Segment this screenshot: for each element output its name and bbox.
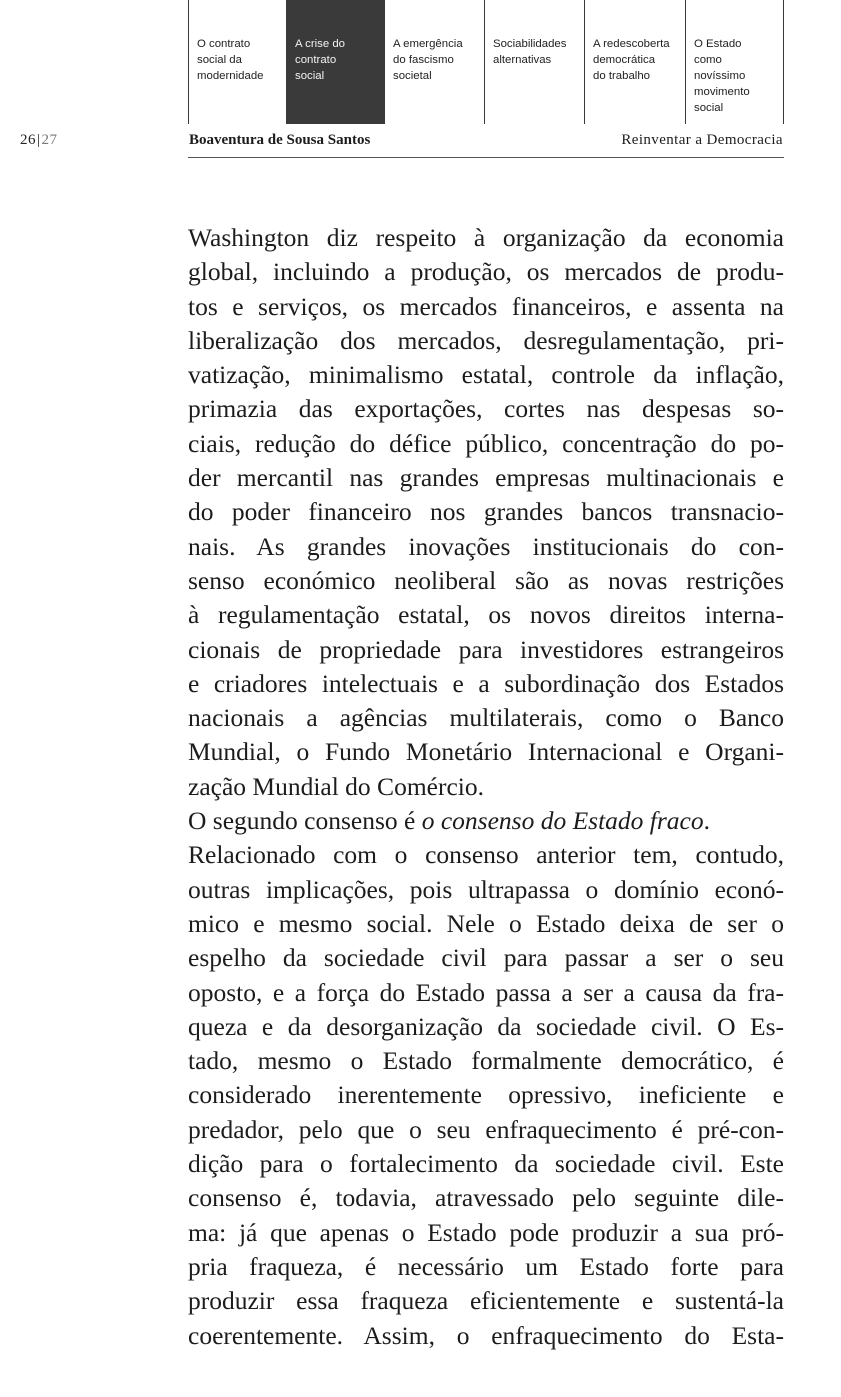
tab-label: A emergência do fascismo societal xyxy=(393,38,463,82)
text-line: tos e serviços, os mercados financeiros, e assenta na xyxy=(188,291,784,321)
tab-crise-contrato[interactable] xyxy=(287,0,385,124)
text-line: Mundial, o Fundo Monetário Internacional e Organi- xyxy=(188,737,784,767)
tab-label: A crise do contrato social xyxy=(295,38,346,82)
text-line: coerentemente. Assim, o enfraquecimento do Esta- xyxy=(188,1320,784,1350)
text-line: mico e mesmo social. Nele o Estado deixa de ser o xyxy=(188,908,784,938)
text-line: nacionais a agências multilaterais, como o Banco xyxy=(188,703,784,733)
text-fragment: O segundo consenso é xyxy=(188,806,422,836)
text-line: predador, pelo que o seu enfraquecimento é pré-con- xyxy=(188,1114,784,1144)
tab-label: O Estado como novíssimo movimento social xyxy=(694,38,750,114)
text-line: do poder financeiro nos grandes bancos transnacio- xyxy=(188,497,784,527)
text-line: liberalização dos mercados, desregulamentação, pri- xyxy=(188,325,784,355)
text-line: considerado inerentemente opressivo, ineficiente e xyxy=(188,1080,784,1110)
emphasized-term: o consenso do Estado fraco xyxy=(421,806,704,836)
text-line: vatização, minimalismo estatal, controle da inflação, xyxy=(188,360,784,390)
text-line: ciais, redução do défice público, concentração do po- xyxy=(188,428,784,458)
tab-label: Sociabilidades alternativas xyxy=(493,38,567,66)
chapter-tabs xyxy=(188,0,784,124)
page-separator: | xyxy=(37,132,41,148)
text-line: outras implicações, pois ultrapassa o domínio econó- xyxy=(188,874,784,904)
tab-label: O contrato social da modernidade xyxy=(197,38,264,82)
paragraph-1 xyxy=(188,221,784,804)
text-line: cionais de propriedade para investidores estrangeiros xyxy=(188,634,784,664)
text-line: der mercantil nas grandes empresas multinacionais e xyxy=(188,463,784,493)
text-line: produzir essa fraqueza eficientemente e sustentá-la xyxy=(188,1286,784,1316)
tab-estado-movimento[interactable] xyxy=(686,0,783,124)
text-line: consenso é, todavia, atravessado pelo seguinte dile- xyxy=(188,1183,784,1213)
text-fragment: . xyxy=(703,806,710,836)
text-line: zação Mundial do Comércio. xyxy=(188,771,484,801)
author-name: Boaventura de Sousa Santos xyxy=(189,132,371,148)
header-rule xyxy=(188,157,784,158)
page-numbers xyxy=(20,132,58,149)
tab-contrato-social[interactable] xyxy=(189,0,287,124)
tab-sociabilidades[interactable] xyxy=(485,0,585,124)
text-line: espelho da sociedade civil para passar a ser o seu xyxy=(188,943,784,973)
book-title: Reinventar a Democracia xyxy=(621,132,783,148)
tab-redescoberta[interactable] xyxy=(585,0,686,124)
paragraph-2 xyxy=(188,804,784,1353)
text-line: à regulamentação estatal, os novos direitos interna- xyxy=(188,600,784,630)
text-line: e criadores intelectuais e a subordinação dos Estados xyxy=(188,668,784,698)
text-line: nais. As grandes inovações institucionais do con- xyxy=(188,531,784,561)
page-number-current: 26 xyxy=(20,132,36,148)
text-line: Washington diz respeito à organização da economia xyxy=(188,223,784,252)
text-line: tado, mesmo o Estado formalmente democrático, é xyxy=(188,1046,784,1076)
text-line: primazia das exportações, cortes nas despesas so- xyxy=(188,394,784,424)
text-line: global, incluindo a produção, os mercados de produ- xyxy=(188,257,784,287)
body-text xyxy=(188,221,784,1353)
text-line: pria fraqueza, é necessário um Estado forte para xyxy=(188,1251,784,1281)
text-line: Relacionado com o consenso anterior tem, contudo, xyxy=(188,840,784,870)
tab-label: A redescoberta democrática do trabalho xyxy=(593,38,670,82)
text-line: queza e da desorganização da sociedade civil. O Es- xyxy=(188,1011,784,1041)
text-line: dição para o fortalecimento da sociedade civil. Este xyxy=(188,1149,784,1179)
text-line: oposto, e a força do Estado passa a ser a causa da fra- xyxy=(188,977,784,1007)
text-line: senso económico neoliberal são as novas restrições xyxy=(188,565,784,595)
running-header xyxy=(0,128,841,158)
text-line-with-emphasis xyxy=(188,804,784,838)
tab-fascismo-societal[interactable] xyxy=(385,0,485,124)
text-line: ma: já que apenas o Estado pode produzir a sua pró- xyxy=(188,1217,784,1247)
page-number-next: 27 xyxy=(41,132,58,148)
